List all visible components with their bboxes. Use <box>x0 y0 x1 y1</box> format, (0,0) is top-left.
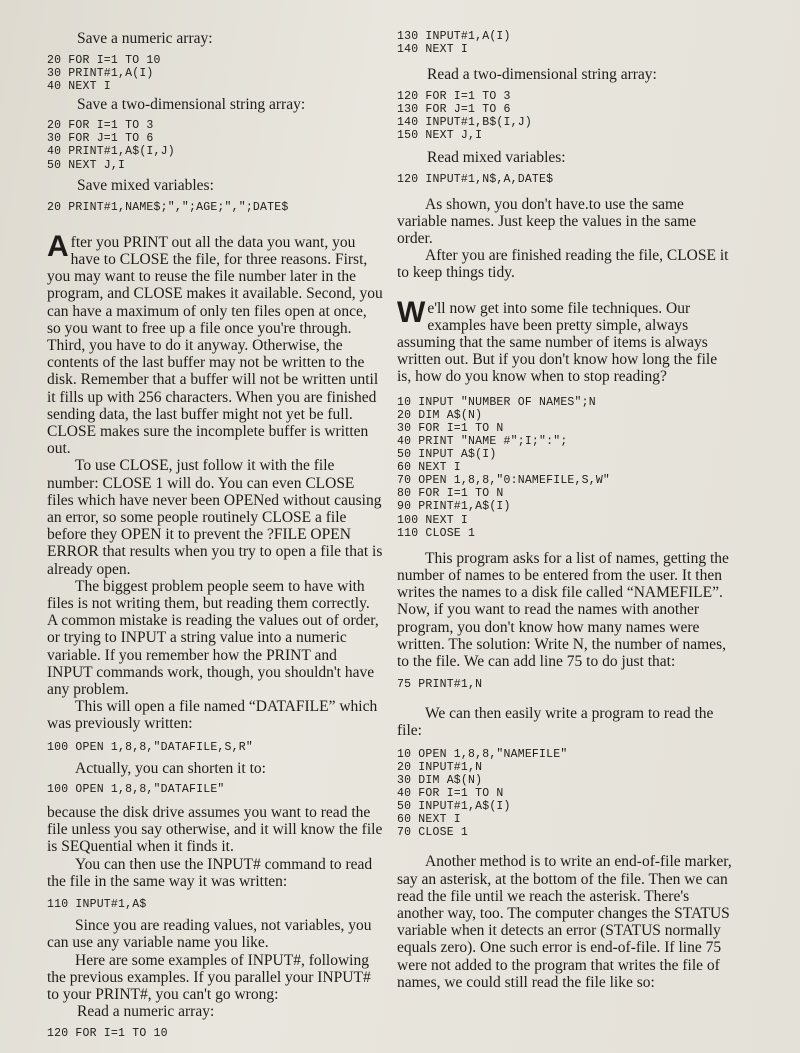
paragraph-file-techniques <box>397 295 733 386</box>
code-open-short: 100 OPEN 1,8,8,"DATAFILE" <box>47 782 225 796</box>
caption-read-numeric-array: Read a numeric array: <box>77 1003 215 1021</box>
code-save-2d-array: 20 FOR I=1 TO 3 30 FOR J=1 TO 6 40 PRINT#1,A$(I,J) 50 NEXT J,I <box>47 119 175 172</box>
code-write-names: 10 INPUT "NUMBER OF NAMES";N 20 DIM A$(N) 30 FOR I=1 TO N 40 PRINT "NAME #";I;":"; 50 INPUT A$(I) 60 NEXT I 70 OPEN 1,8,8,"0:NAMEFILE,S,W" 80 FOR I=1 TO N 90 PRINT#1,A$(I) 100 NEXT I 110 CLOSE 1 <box>397 395 611 540</box>
code-save-numeric-array: 20 FOR I=1 TO 10 30 PRINT#1,A(I) 40 NEXT I <box>47 54 161 94</box>
caption-save-mixed-variables: Save mixed variables: <box>77 176 214 194</box>
caption-save-2d-array: Save a two-dimensional string array: <box>77 96 306 114</box>
paragraph-input-examples: Here are some examples of INPUT#, following the previous examples. If you parallel your INPUT# to your PRINT#, you can't go wrong: <box>47 951 371 1003</box>
paragraph-close-reasons <box>47 229 383 458</box>
code-open-read: 100 OPEN 1,8,8,"DATAFILE,S,R" <box>47 740 253 754</box>
caption-save-numeric-array: Save a numeric array: <box>77 30 213 47</box>
code-read-mixed-variables: 120 INPUT#1,N$,A,DATE$ <box>397 172 554 186</box>
paragraph-file-techniques-text: e'll now get into some file techniques. Our examples have been pretty simple, always assuming that the same number of items is always written out. But if you don't know how long the file is, how do you know when to stop reading? <box>397 299 718 386</box>
paragraph-open-datafile: This will open a file named “DATAFILE” which was previously written: <box>47 698 378 733</box>
code-save-mixed-variables: 20 PRINT#1,NAME$;",";AGE;",";DATE$ <box>47 200 289 214</box>
code-input-a: 110 INPUT#1,A$ <box>47 898 147 912</box>
caption-read-2d-array: Read a two-dimensional string array: <box>427 66 657 84</box>
right-column <box>397 30 733 991</box>
paragraph-shorten: Actually, you can shorten it to: <box>75 759 266 777</box>
paragraph-disk-assumes: because the disk drive assumes you want to read the file unless you say otherwise, and it will know the file is SEQuential when it finds it. <box>47 804 383 856</box>
paragraph-end-of-file: Another method is to write an end-of-file marker, say an asterisk, at the bottom of the file. Then we can read the file until we reach the asterisk. There's another way, too. The computer changes the STATUS variable when it detects an error (STATUS normally equals zero). One such error is end-of-file. If line 75 were not added to the program that writes the file of names, we could still read the file like so: <box>397 853 732 991</box>
paragraph-write-reader: We can then easily write a program to read the file: <box>397 705 714 740</box>
paragraph-input-hash: You can then use the INPUT# command to read the file in the same way it was written: <box>47 855 373 890</box>
code-read-2d-array: 120 FOR I=1 TO 3 130 FOR J=1 TO 6 140 INPUT#1,B$(I,J) 150 NEXT J,I <box>397 90 532 143</box>
paragraph-as-shown: As shown, you don't have.to use the same variable names. Just keep the values in the same order. <box>397 195 697 248</box>
paragraph-any-variable: Since you are reading values, not variables, you can use any variable name you like. <box>47 917 372 952</box>
code-read-numeric-continued: 130 INPUT#1,A(I) 140 NEXT I <box>397 30 511 57</box>
drop-cap-w: W <box>397 295 426 329</box>
code-line-75: 75 PRINT#1,N <box>397 678 483 692</box>
paragraph-use-close: To use CLOSE, just follow it with the file number: CLOSE 1 will do. You can even CLOSE files which have never been OPENed without causing an error, so some people routinely CLOSE a file before they OPEN it to prevent the ?FILE OPEN ERROR that results when you try to open a file that is already open. <box>47 457 383 578</box>
code-read-numeric-start: 120 FOR I=1 TO 10 <box>47 1027 168 1041</box>
caption-read-mixed-variables: Read mixed variables: <box>427 148 566 166</box>
paragraph-close-reasons-text: fter you PRINT out all the data you want, you have to CLOSE the file, for three reasons. First, you may want to reuse the file number later in the program, and CLOSE makes it available. Second, you can have a maximum of only ten files open at once, so you want to free up a file once you're through. Third, you have to do it anyway. Otherwise, the contents of the last buffer may not be written to the disk. Remember that a buffer will not be written until it fills up with 256 characters. When you are finished sending data, the last buffer might not yet be full. CLOSE makes sure the incomplete buffer is written out. <box>47 233 383 458</box>
paragraph-close-tidy: After you are finished reading the file, CLOSE it to keep things tidy. <box>397 247 729 282</box>
code-read-names: 10 OPEN 1,8,8,"NAMEFILE" 20 INPUT#1,N 30 DIM A$(N) 40 FOR I=1 TO N 50 INPUT#1,A$(I) 60 NEXT I 70 CLOSE 1 <box>397 747 568 840</box>
drop-cap-a: A <box>47 229 69 263</box>
left-column <box>47 30 383 1040</box>
paragraph-program-asks: This program asks for a list of names, getting the number of names to be entered from the user. It then writes the names to a disk file called “NAMEFILE”. Now, if you want to read the names with another program, you don't know how many names were written. The solution: Write N, the number of names, to the file. We can add line 75 to do just that: <box>397 549 729 670</box>
paragraph-biggest-problem: The biggest problem people seem to have with files is not writing them, but reading them correctly. A common mistake is reading the values out of order, or trying to INPUT a string value into a numeric variable. If you remember how the PRINT and INPUT commands work, though, you shouldn't have any problem. <box>47 577 379 699</box>
